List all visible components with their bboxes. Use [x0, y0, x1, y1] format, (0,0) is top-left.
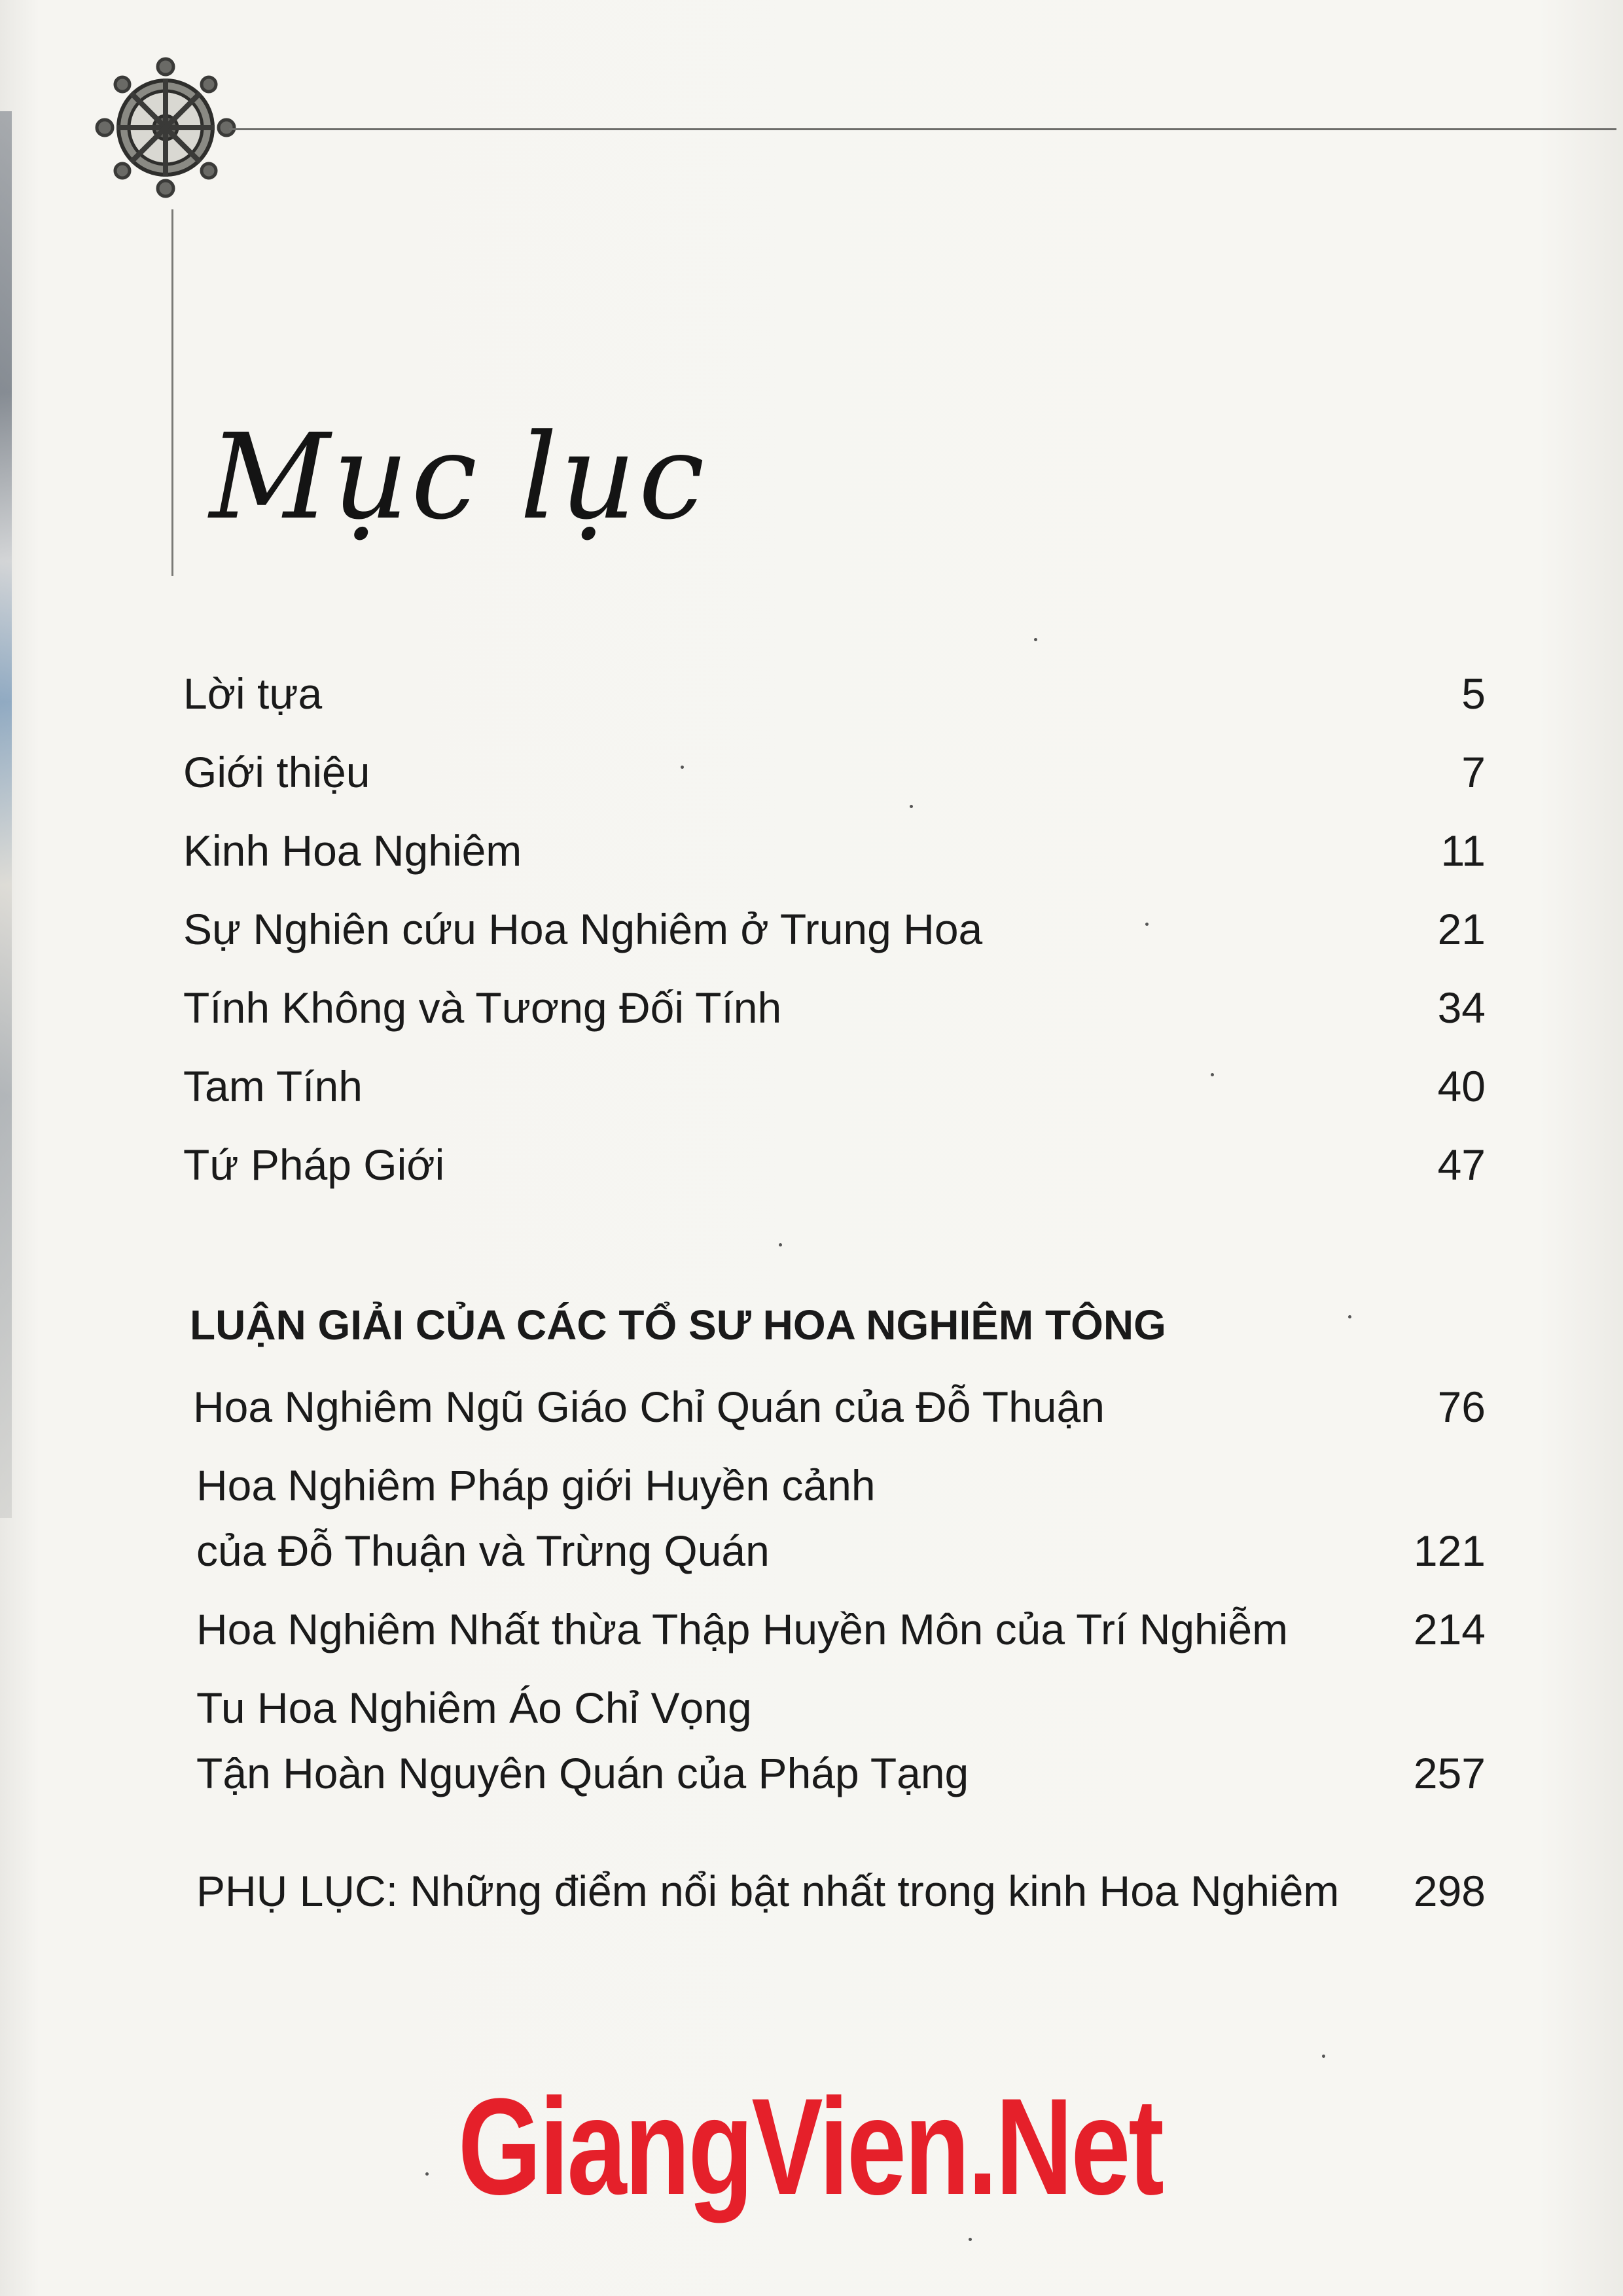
scan-speck — [1145, 923, 1149, 926]
toc-entry-title: Tu Hoa Nghiêm Áo Chỉ Vọng — [196, 1684, 752, 1732]
toc-entry-title: Lời tựa — [183, 669, 323, 718]
toc-entry-page: 5 — [1461, 669, 1486, 718]
toc-entry-page: 298 — [1413, 1867, 1486, 1915]
toc-entry-page: 11 — [1440, 826, 1486, 875]
toc-entry-title-line2: Tận Hoàn Nguyên Quán của Pháp Tạng — [196, 1749, 969, 1797]
toc-entry-page: 40 — [1437, 1062, 1486, 1110]
scan-speck — [910, 805, 913, 808]
toc-entry-title-line2: của Đỗ Thuận và Trừng Quán — [196, 1527, 770, 1575]
toc-entry-title: Sự Nghiên cứu Hoa Nghiêm ở Trung Hoa — [183, 905, 983, 953]
toc-entry-page: 257 — [1413, 1749, 1486, 1797]
toc-entry-title: Giới thiệu — [183, 748, 370, 796]
toc-entry-title: Hoa Nghiêm Ngũ Giáo Chỉ Quán của Đỗ Thuận — [193, 1383, 1105, 1431]
scan-speck — [1322, 2055, 1325, 2058]
toc-entry-page: 76 — [1437, 1383, 1486, 1431]
toc-entry-title: Hoa Nghiêm Pháp giới Huyền cảnh — [196, 1461, 876, 1510]
scan-speck — [1211, 1073, 1214, 1076]
toc-entry-page: 121 — [1413, 1527, 1486, 1575]
toc-entry-title: Tam Tính — [183, 1062, 363, 1110]
section-heading: LUẬN GIẢI CỦA CÁC TỔ SƯ HOA NGHIÊM TÔNG — [190, 1301, 1166, 1349]
scan-speck — [425, 2172, 429, 2176]
toc-entry-title: Hoa Nghiêm Nhất thừa Thập Huyền Môn của Trí Nghiễm — [196, 1605, 1289, 1653]
toc-entry-title: Tính Không và Tương Đối Tính — [183, 983, 782, 1032]
toc-entry-page: 34 — [1437, 983, 1486, 1032]
scan-speck — [681, 766, 684, 769]
toc-entry-page: 214 — [1413, 1605, 1486, 1653]
toc-entry-title: PHỤ LỤC: Những điểm nổi bật nhất trong kinh Hoa Nghiêm — [196, 1867, 1340, 1915]
toc-entry-title: Tứ Pháp Giới — [183, 1140, 445, 1189]
scan-speck — [779, 1243, 782, 1246]
page-title: Mục lục — [209, 409, 707, 546]
toc-entry-page: 21 — [1437, 905, 1486, 953]
toc-entry-page: 7 — [1461, 748, 1486, 796]
toc-entry-page: 47 — [1437, 1140, 1486, 1189]
scan-speck — [1348, 1315, 1351, 1318]
watermark: GiangVien.Net — [457, 2070, 1162, 2223]
scan-speck — [969, 2238, 972, 2241]
toc-entry-title: Kinh Hoa Nghiêm — [183, 826, 522, 875]
scan-speck — [1034, 638, 1037, 641]
